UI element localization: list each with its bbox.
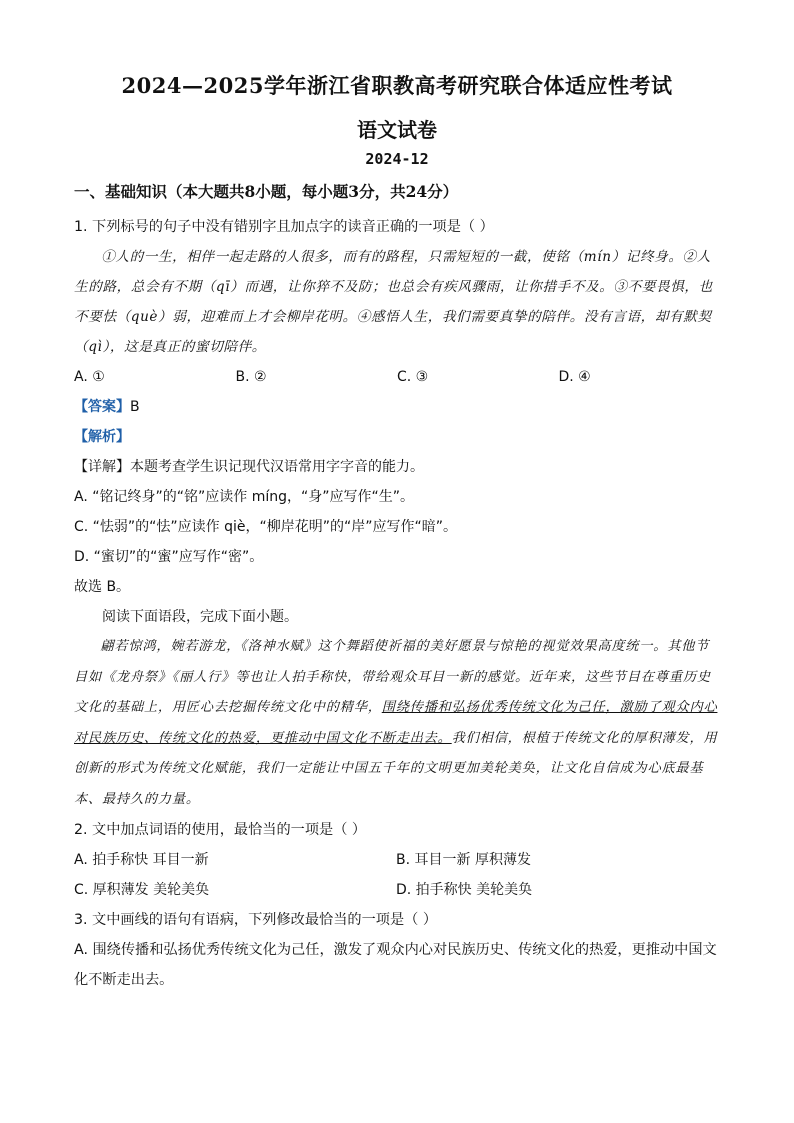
section-heading: 一、基础知识（本大题共8小题，每小题3分，共24分）	[74, 182, 459, 201]
answer-value: B	[130, 399, 140, 415]
answer-label: 【答案】	[74, 399, 130, 415]
q1-option-d: D. ④	[558, 369, 591, 385]
exam-content	[74, 180, 720, 995]
explanation-conclusion: 故选 B。	[74, 579, 131, 595]
analysis-line	[74, 422, 720, 452]
explanation-a: A. “铭记终身”的“铭”应读作 míng，“身”应写作“生”。	[74, 489, 414, 505]
q1-options	[74, 362, 720, 392]
passage-after: 我们相信，根植于传统文化的厚积薄发，用创新的形式为传统文化赋能，我们一定能让中国五千年的文明更加美轮美奂，让文化自信成为心底最基本、最持久的力量。	[74, 730, 718, 807]
q1-passage: ①人的一生，相伴一起走路的人很多，而有的路程，只需短短的一截，使铭（mín）记终身。②人生的路，总会有不期（qī）而遇，让你猝不及防；也总会有疾风骤雨，让你措手不及。③不要畏惧，也不要怯（què）弱，迎难而上才会柳岸花明。④感悟人生，我们需要真挚的陪伴。没有言语，却有默契（qì），这是真正的蜜切陪伴。	[74, 249, 713, 355]
q1-option-a: A. ①	[74, 369, 105, 385]
q2-option-d: D. 拍手称快 美轮美奂	[396, 882, 533, 898]
exam-subtitle: 语文试卷	[357, 118, 437, 142]
q2-stem: 2. 文中加点词语的使用，最恰当的一项是（ ）	[74, 822, 367, 838]
answer-line	[74, 392, 720, 422]
explanation-d: D. “蜜切”的“蜜”应写作“密”。	[74, 549, 264, 565]
detail-label: 【详解】	[74, 459, 130, 475]
q2-options-row1	[74, 845, 720, 875]
reading-passage	[74, 632, 720, 815]
q1-option-b: B. ②	[235, 369, 267, 385]
q3-option-a: A. 围绕传播和弘扬优秀传统文化为己任，激发了观众内心对民族历史、传统文化的热爱，更推动中国文化不断走出去。	[74, 942, 717, 988]
exam-date: 2024-12	[365, 150, 429, 168]
q2-option-c: C. 厚积薄发 美轮美奂	[74, 882, 210, 898]
detail-line	[74, 452, 720, 482]
q2-option-a: A. 拍手称快 耳目一新	[74, 852, 209, 868]
passage-underlined: 围绕传播和弘扬优秀传统文化为己任，激励了观众内心对民族历史、传统文化的热爱，更推动中国文化不断走出去。	[74, 700, 718, 746]
analysis-label: 【解析】	[74, 429, 130, 445]
q3-stem: 3. 文中画线的语句有语病，下列修改最恰当的一项是（ ）	[74, 912, 438, 928]
explanation-c: C. “怯弱”的“怯”应读作 qiè，“柳岸花明”的“岸”应写作“暗”。	[74, 519, 458, 535]
q1-stem: 1. 下列标号的句子中没有错别字且加点字的读音正确的一项是（ ）	[74, 219, 494, 235]
q1-option-c: C. ③	[397, 369, 429, 385]
q2-options-row2	[74, 875, 720, 905]
exam-title: 2024—2025学年浙江省职教高考研究联合体适应性考试	[121, 73, 673, 98]
q2-option-b: B. 耳目一新 厚积薄发	[396, 852, 531, 868]
passage-before: 翩若惊鸿，婉若游龙，《洛神水赋》这个舞蹈使祈福的美好愿景与惊艳的视觉效果高度统一。其他节目如《龙舟祭》《丽人行》等也让人拍手称快，带给观众耳目一新的感觉。近年来，这些节目在尊重历史文化的基础上，用匠心去挖掘传统文化中的精华，	[74, 639, 711, 715]
reading-instruction: 阅读下面语段，完成下面小题。	[102, 609, 298, 625]
detail-text: 本题考查学生识记现代汉语常用字字音的能力。	[130, 459, 424, 475]
